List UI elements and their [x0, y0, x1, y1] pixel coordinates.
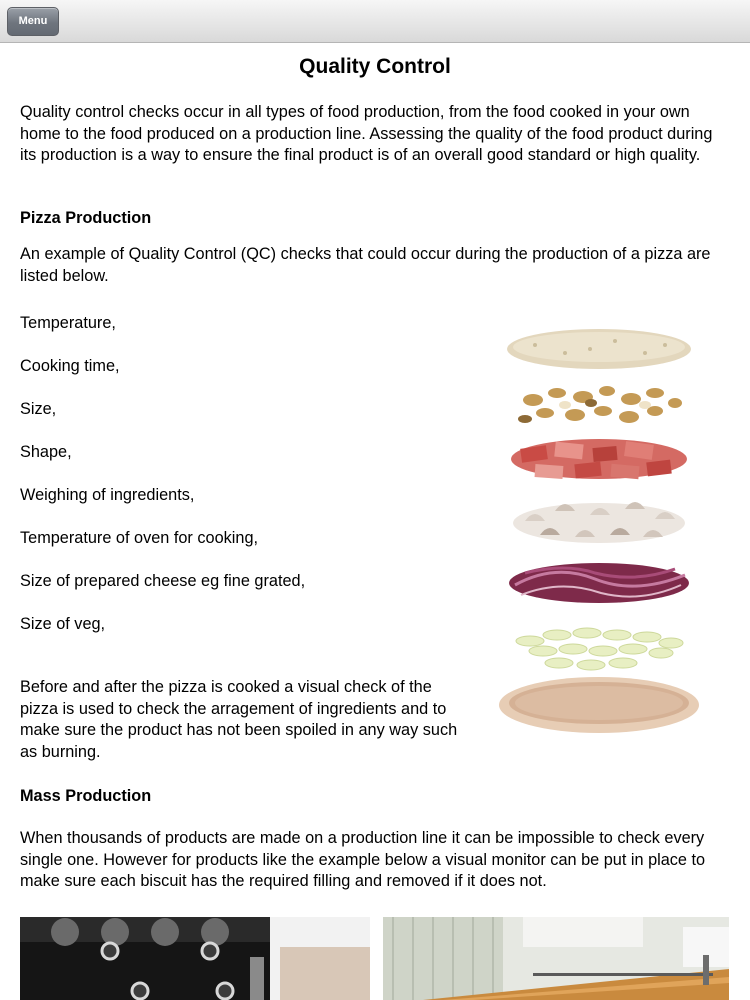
- check-item: Size of veg,: [20, 615, 106, 633]
- production-line-illustration: [383, 917, 729, 1000]
- production-line-photo: [383, 917, 729, 1000]
- biscuit-machine-illustration: [20, 917, 370, 1000]
- check-item: Shape,: [20, 443, 72, 461]
- biscuit-machine-photo: [20, 917, 370, 1000]
- intro-paragraph: Quality control checks occur in all types of food production, from the food cooked in your own home to the food produced on a production line. Assessing the quality of the food product during its production is a way to ensure the final product is of an overall good standard or high quality.: [20, 103, 713, 164]
- pizza-base-illustration: [495, 673, 705, 743]
- onion-layer: [509, 563, 689, 603]
- page-title: Quality Control: [299, 55, 451, 78]
- check-item: Size,: [20, 400, 57, 418]
- mushroom-slice-layer: [513, 502, 685, 543]
- visual-check-paragraph: Before and after the pizza is cooked a visual check of the pizza is used to check the arragement of ingredients and to make sure the product has not been spoiled in any way such as burning.: [20, 678, 458, 761]
- top-toolbar: [0, 0, 750, 43]
- check-item: Size of prepared cheese eg fine grated,: [20, 572, 306, 590]
- pizza-production-heading: Pizza Production: [20, 209, 152, 227]
- mushroom-layer: [518, 386, 682, 423]
- check-item: Cooking time,: [20, 357, 120, 375]
- cheese-layer: [507, 329, 691, 369]
- menu-button[interactable]: Menu: [7, 7, 59, 36]
- pepper-layer: [516, 628, 683, 670]
- pizza-intro-paragraph: An example of Quality Control (QC) checks that could occur during the production of a pizza are listed below.: [20, 245, 711, 285]
- mass-production-heading: Mass Production: [20, 787, 152, 805]
- mass-production-paragraph: When thousands of products are made on a production line it can be impossible to check every single one. However for products like the example below a visual monitor can be put in place to make sure each biscuit has the required filling and removed if it does not.: [20, 829, 706, 890]
- check-item: Weighing of ingredients,: [20, 486, 195, 504]
- check-item: Temperature,: [20, 314, 116, 332]
- check-item: Temperature of oven for cooking,: [20, 529, 259, 547]
- ham-layer: [511, 439, 687, 479]
